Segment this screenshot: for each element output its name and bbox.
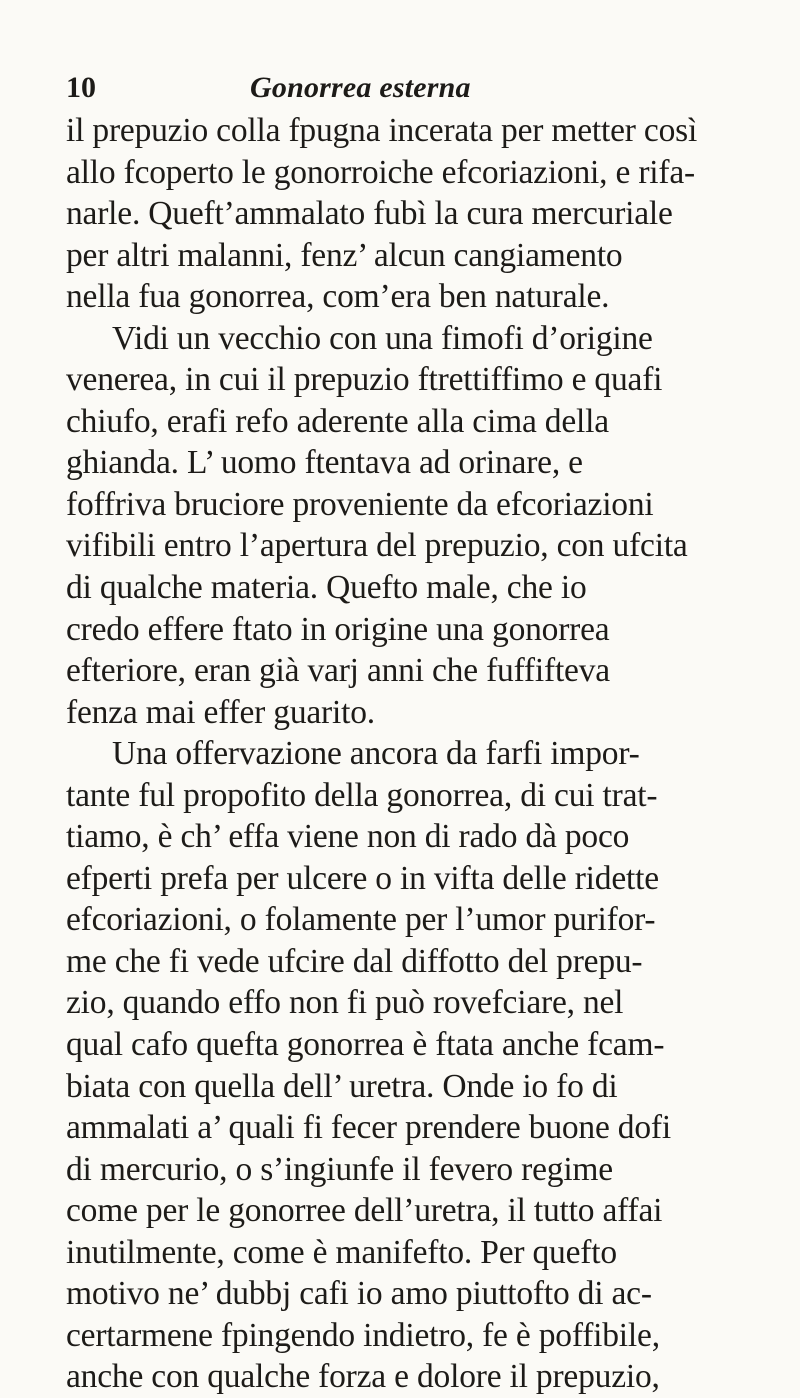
text-line-29: motivo ne’ dubbj cafi io amo piuttofto di ac- (66, 1275, 652, 1313)
text-line-23: qual cafo quefta gonorrea è ftata anche fcam- (66, 1026, 665, 1064)
text-line-22: zio, quando effo non fi può rovefciare, nel (66, 984, 624, 1022)
text-line-6: Vidi un vecchio con una fimofi d’origine (112, 319, 653, 357)
body-text (66, 110, 766, 1398)
text-line-7: venerea, in cui il prepuzio ftrettiffimo e quafi (66, 361, 663, 399)
text-line-11: vifibili entro l’apertura del prepuzio, con ufcita (66, 527, 688, 565)
text-line-15: fenza mai effer guarito. (66, 693, 375, 731)
running-title: Gonorrea esterna (250, 71, 471, 104)
text-line-30: certarmene fpingendo indietro, fe è poffibile, (66, 1316, 660, 1354)
page-header (66, 68, 756, 108)
text-line-1: il prepuzio colla fpugna incerata per metter così (66, 112, 698, 149)
text-line-20: efcoriazioni, o folamente per l’umor purifor- (66, 901, 656, 939)
text-line-28: inutilmente, come è manifefto. Per quefto (66, 1233, 617, 1271)
text-line-21: me che fi vede ufcire dal diffotto del prepu- (66, 942, 643, 980)
text-line-25: ammalati a’ quali fi fecer prendere buone dofi (66, 1109, 671, 1147)
text-line-2: allo fcoperto le gonorroiche efcoriazioni, e rifa- (66, 153, 695, 191)
text-line-5: nella fua gonorrea, com’era ben naturale. (66, 278, 610, 316)
text-line-26: di mercurio, o s’ingiunfe il fevero regime (66, 1150, 613, 1188)
text-line-12: di qualche materia. Quefto male, che io (66, 569, 587, 607)
page-number: 10 (66, 71, 96, 104)
text-line-16: Una offervazione ancora da farfi impor- (112, 735, 640, 773)
text-line-24: biata con quella dell’ uretra. Onde io fo di (66, 1067, 618, 1105)
text-line-14: efteriore, eran già varj anni che fuffifteva (66, 652, 610, 690)
text-line-13: credo effere ftato in origine una gonorrea (66, 610, 610, 648)
text-line-17: tante ful propofito della gonorrea, di cui trat- (66, 776, 658, 814)
text-line-19: efperti prefa per ulcere o in vifta delle ridette (66, 859, 659, 897)
text-line-31: anche con qualche forza e dolore il prepuzio, (66, 1358, 660, 1396)
text-line-4: per altri malanni, fenz’ alcun cangiamento (66, 236, 623, 274)
text-line-18: tiamo, è ch’ effa viene non di rado dà poco (66, 818, 630, 856)
text-line-8: chiufo, erafi refo aderente alla cima della (66, 402, 609, 440)
text-line-3: narle. Queft’ammalato fubì la cura mercuriale (66, 195, 673, 233)
text-line-27: come per le gonorree dell’uretra, il tutto affai (66, 1192, 663, 1230)
text-line-9: ghianda. L’ uomo ftentava ad orinare, e (66, 444, 583, 482)
text-line-10: foffriva bruciore proveniente da efcoriazioni (66, 485, 654, 523)
